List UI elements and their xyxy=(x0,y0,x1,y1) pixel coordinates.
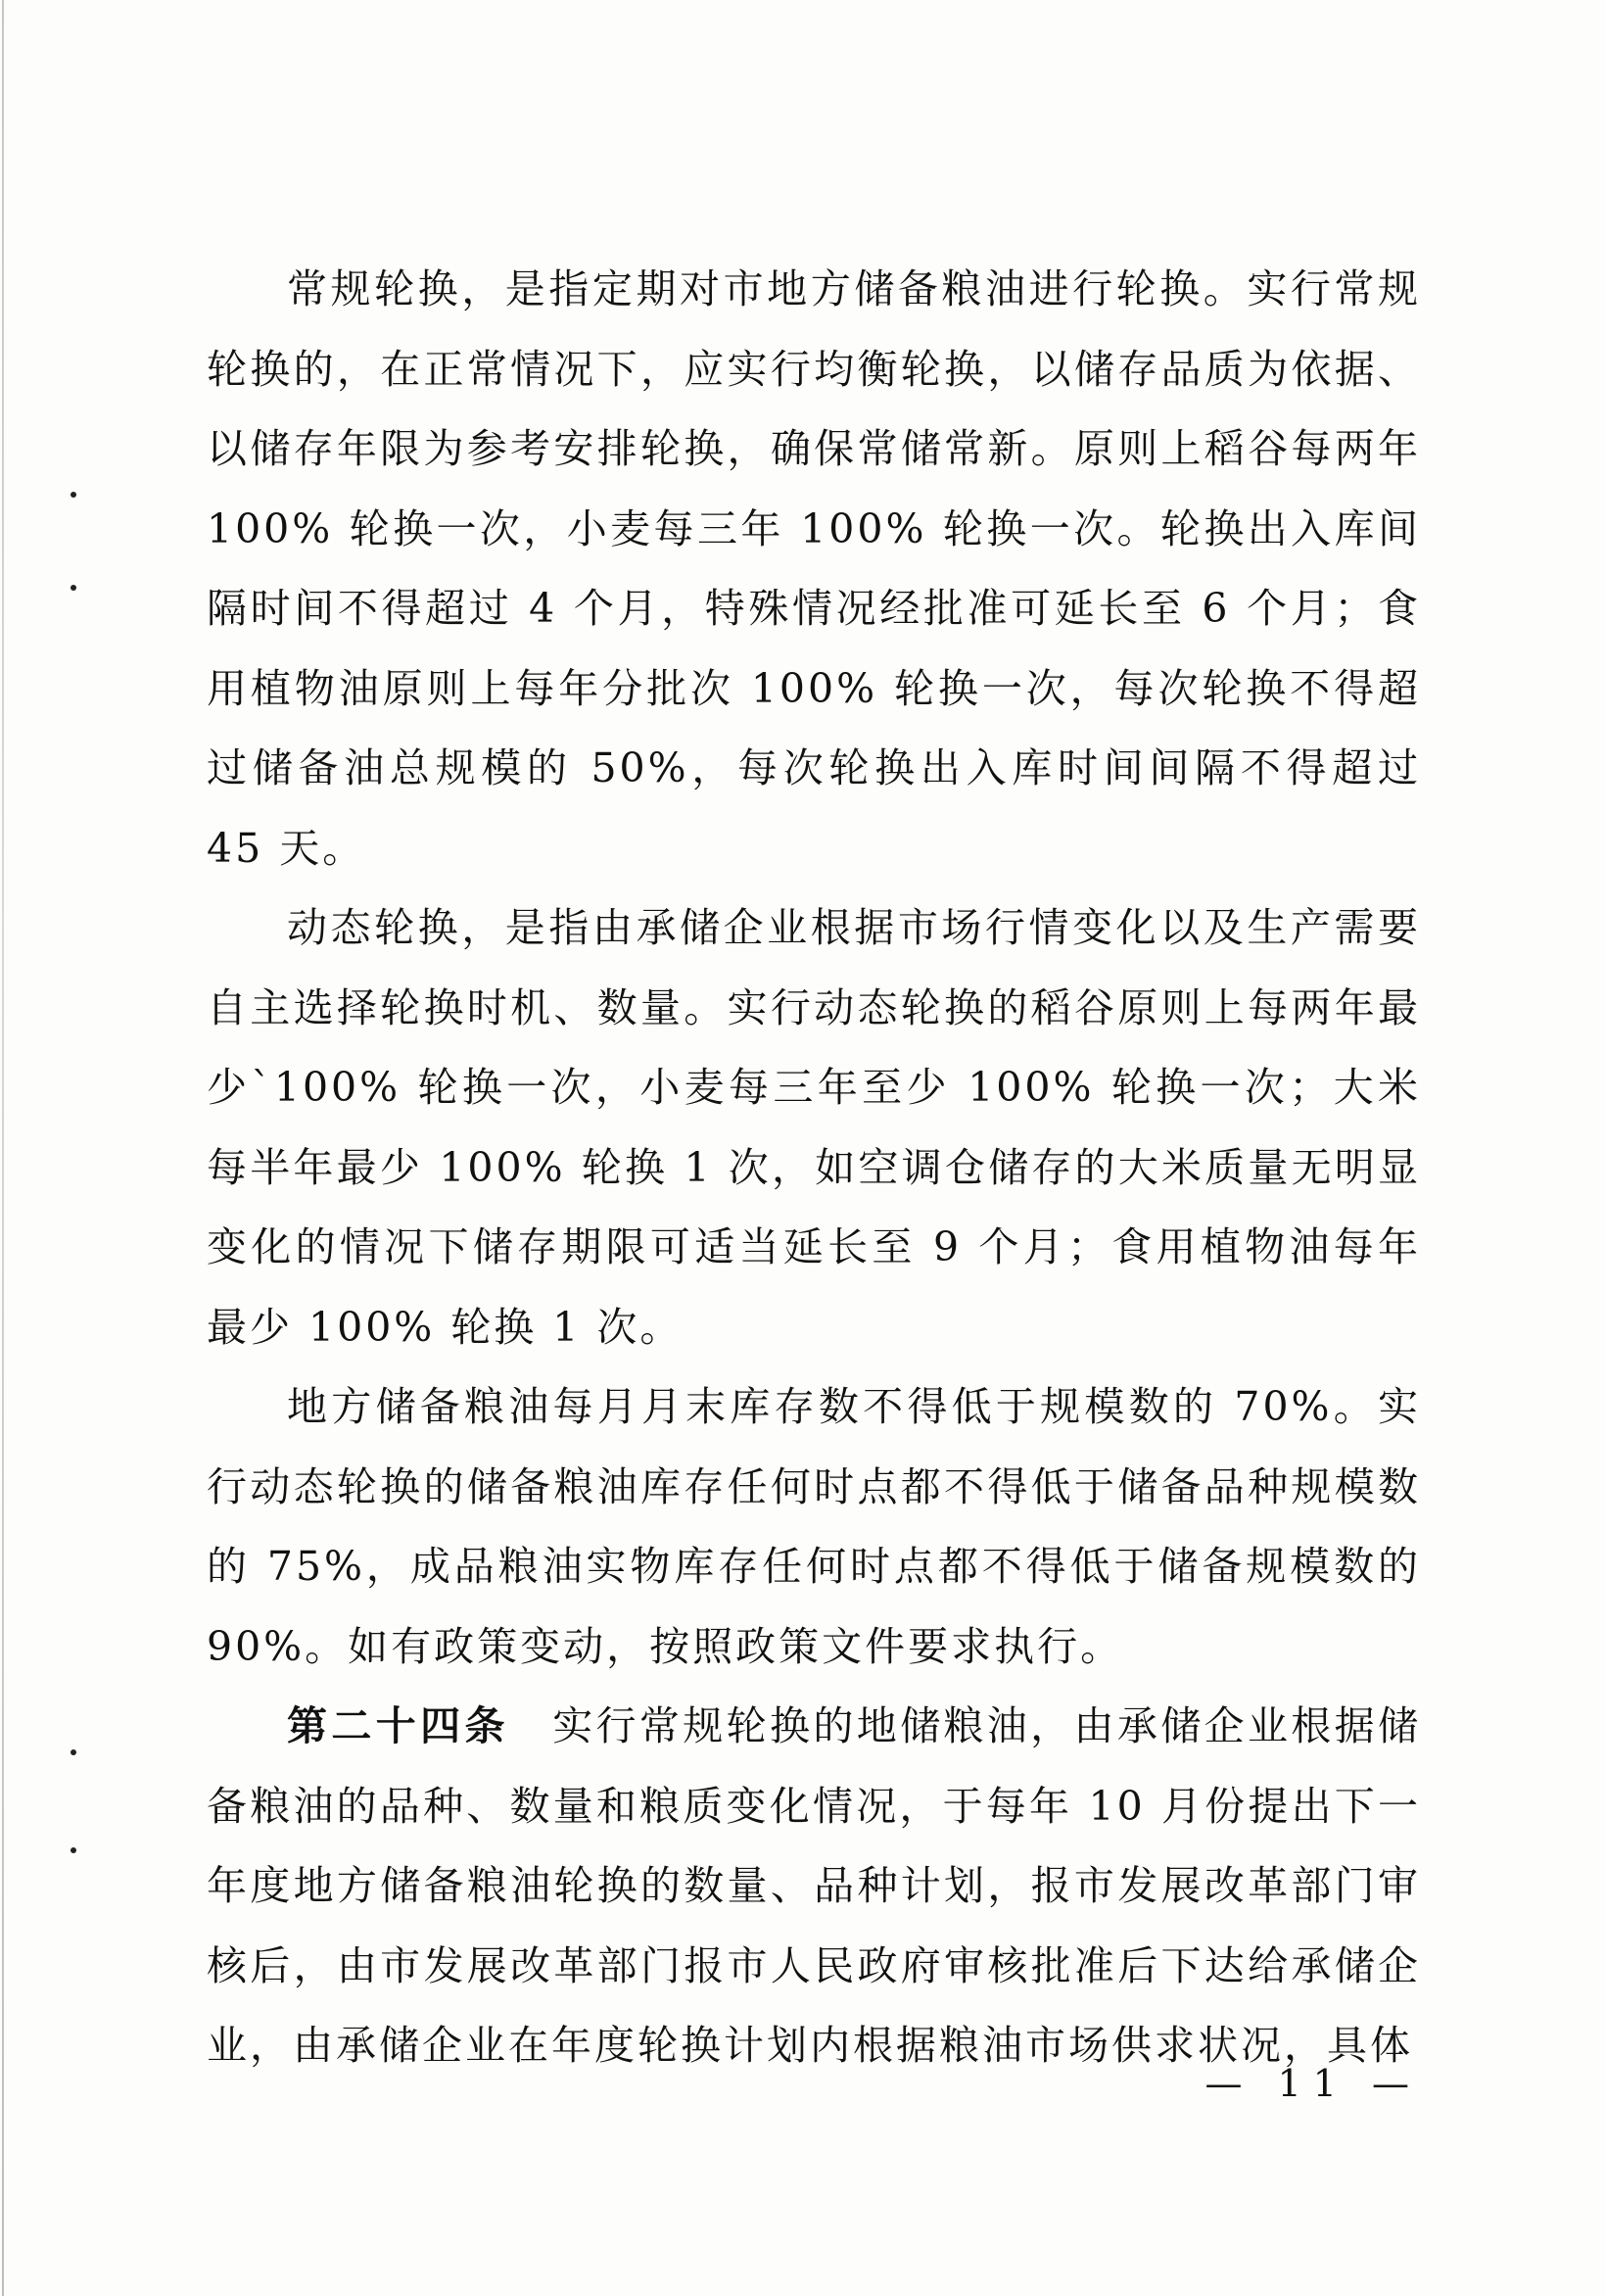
body-text xyxy=(207,250,1421,2086)
binding-hole-mark xyxy=(71,1749,76,1755)
binding-hole-mark xyxy=(71,1847,76,1853)
article-body: 实行常规轮换的地储粮油，由承储企业根据储备粮油的品种、数量和粮质变化情况，于每年 10 月份提出下一年度地方储备粮油轮换的数量、品种计划，报市发展改革部门审核后，由市发展改革部门报市人民政府审核批准后下达给承储企业，由承储企业在年度轮换计划内根据粮油市场供求状况，具体 xyxy=(207,1702,1422,2069)
paragraph-regular-rotation: 常规轮换，是指定期对市地方储备粮油进行轮换。实行常规轮换的，在正常情况下，应实行均衡轮换，以储存品质为依据、以储存年限为参考安排轮换，确保常储常新。原则上稻谷每两年100% 轮换一次，小麦每三年 100% 轮换一次。轮换出入库间隔时间不得超过 4 个月，特殊情况经批准可延长至 6 个月；食用植物油原则上每年分批次 100% 轮换一次，每次轮换不得超过储备油总规模的 50%，每次轮换出入库时间间隔不得超过 45 天。 xyxy=(207,265,1421,872)
page-number: — 11 — xyxy=(1204,2062,1421,2105)
paragraph-dynamic-rotation: 动态轮换，是指由承储企业根据市场行情变化以及生产需要自主选择轮换时机、数量。实行动态轮换的稻谷原则上每两年最少`100% 轮换一次，小麦每三年至少 100% 轮换一次；大米每半年最少 100% 轮换 1 次，如空调仓储存的大米质量无明显变化的情况下储存期限可适当延长至 9 个月；食用植物油每年最少 100% 轮换 1 次。 xyxy=(207,904,1421,1351)
article-heading: 第二十四条 xyxy=(287,1702,509,1749)
paragraph-article-24 xyxy=(207,1687,1421,2086)
binding-hole-mark xyxy=(71,585,76,591)
paragraph-inventory-requirement: 地方储备粮油每月月末库存数不得低于规模数的 70%。实行动态轮换的储备粮油库存任何时点都不得低于储备品种规模数的 75%，成品粮油实物库存任何时点都不得低于储备规模数的 90%。如有政策变动，按照政策文件要求执行。 xyxy=(207,1383,1421,1670)
scan-edge-line xyxy=(2,0,4,2296)
binding-hole-mark xyxy=(71,492,76,498)
